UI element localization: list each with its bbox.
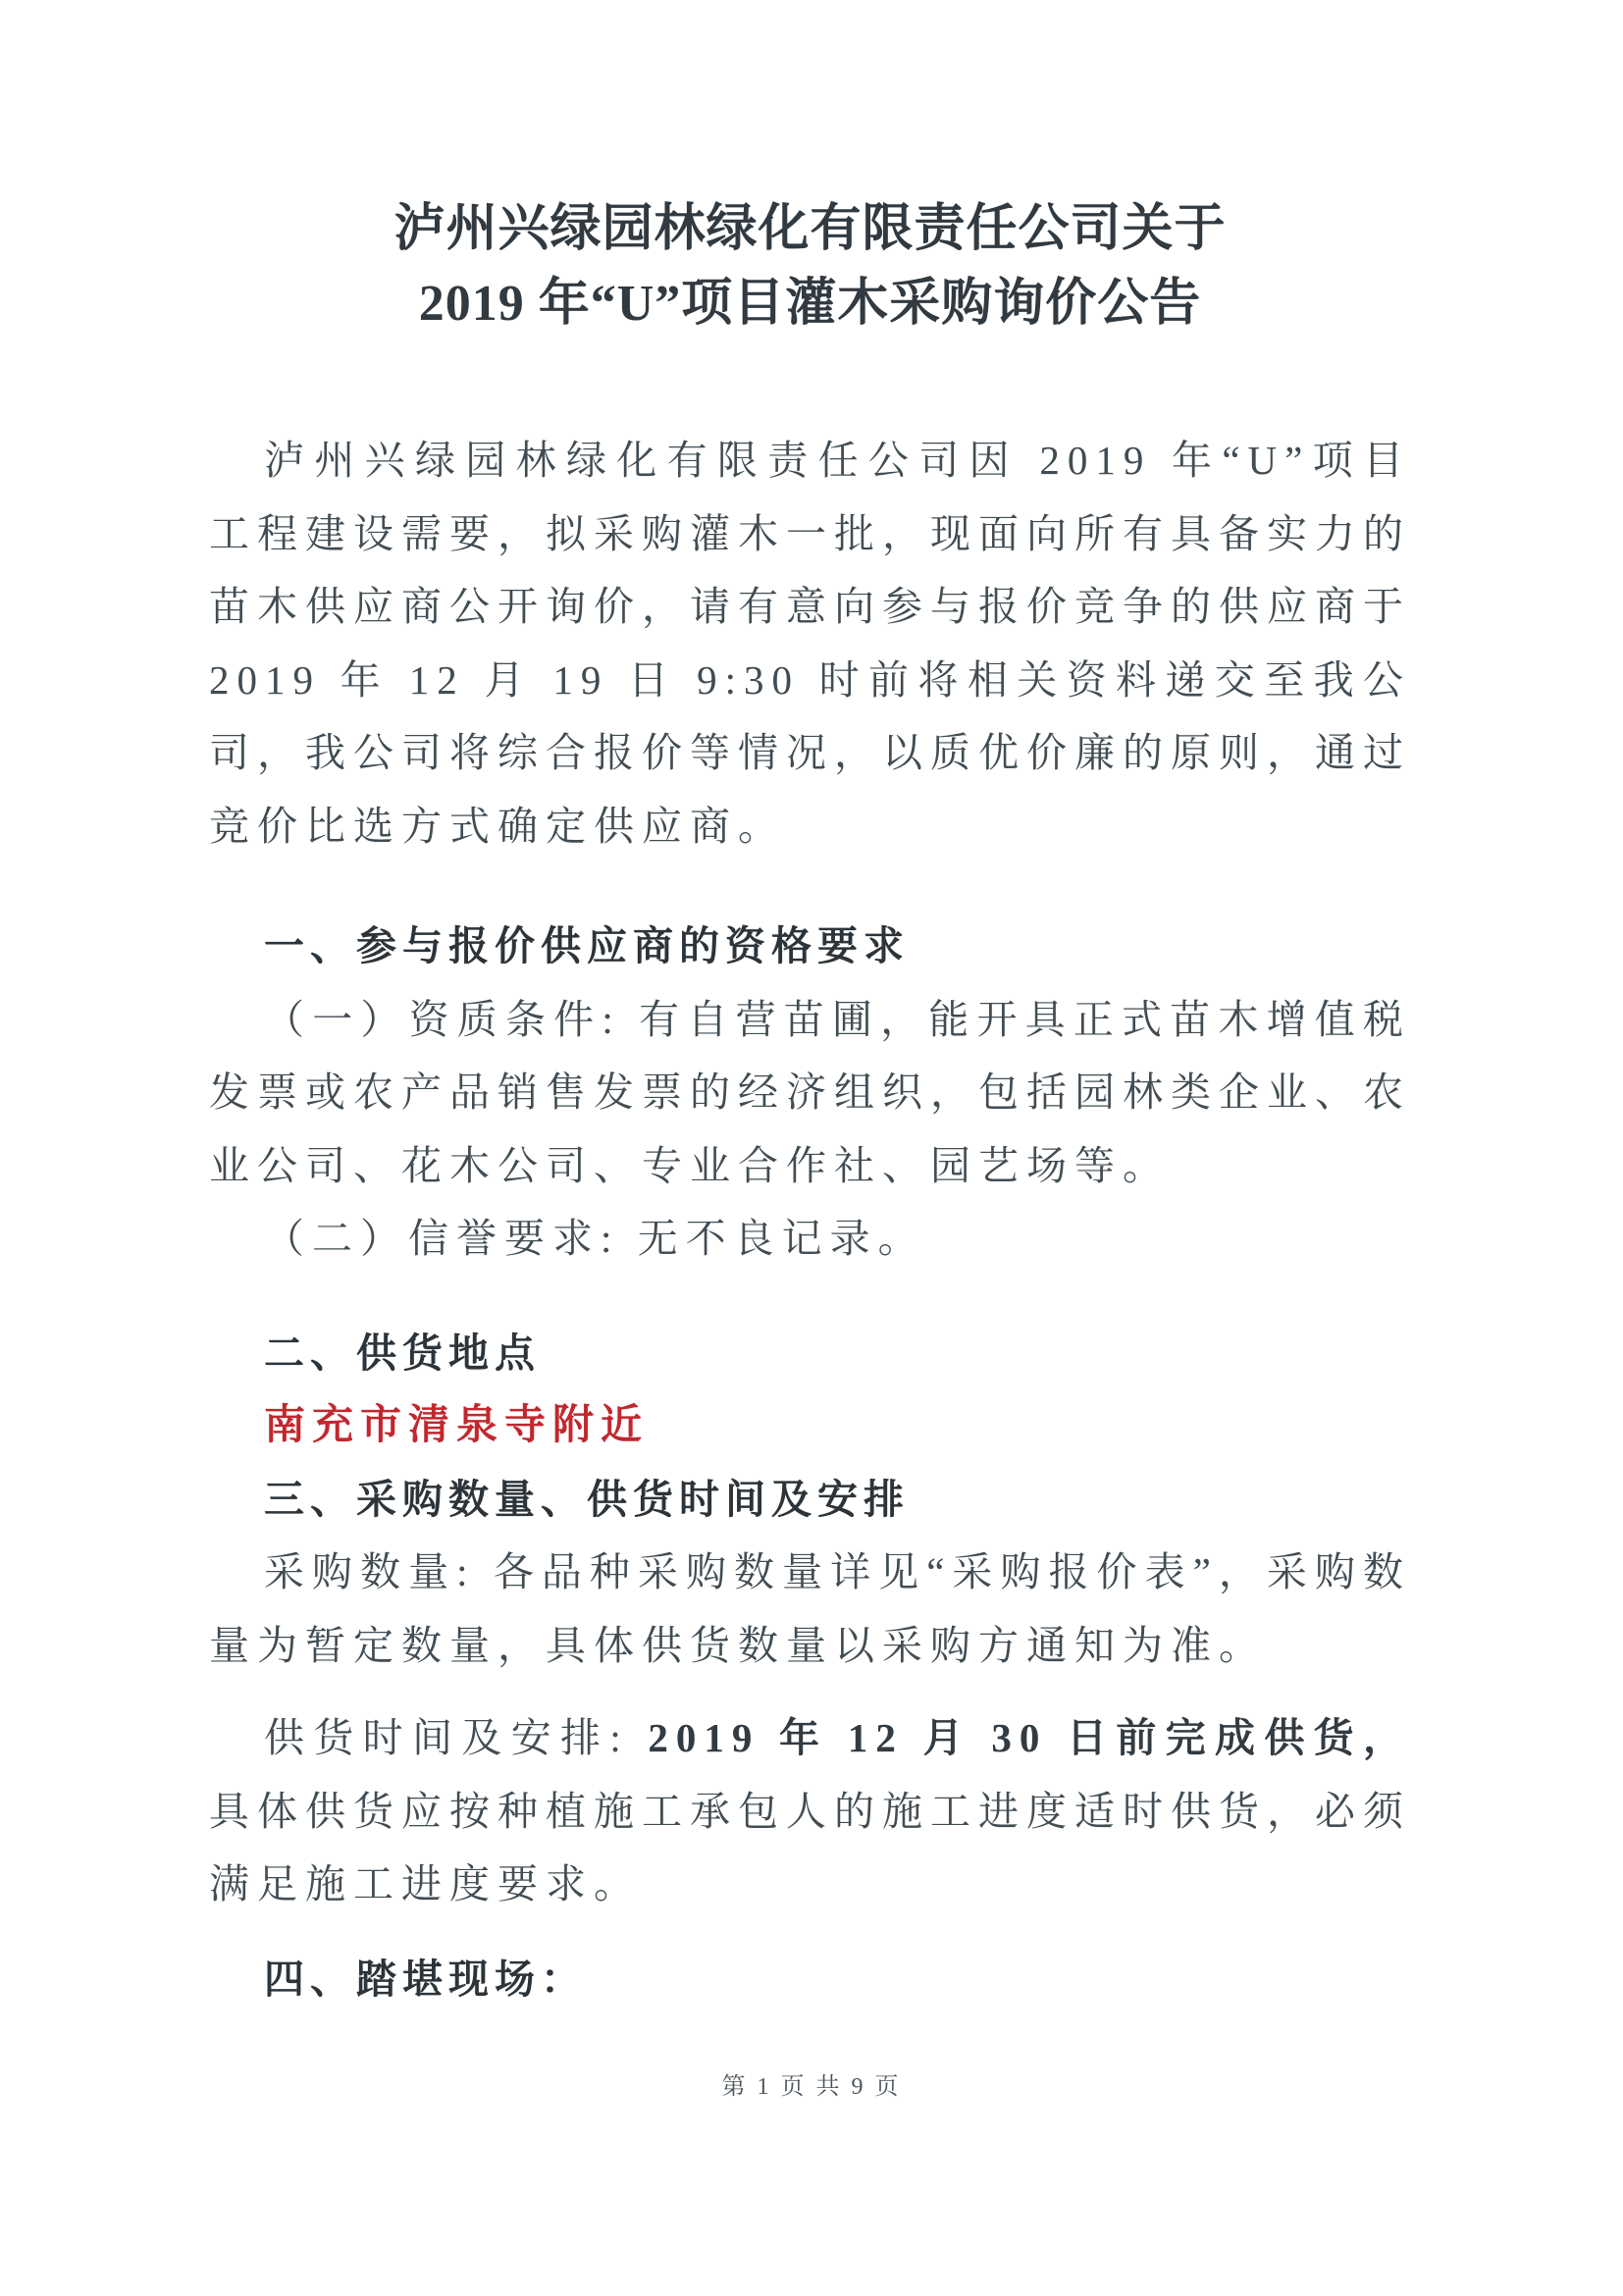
document-title-line2: 2019 年“U”项目灌木采购询价公告 (418, 276, 1202, 332)
page-footer: 第 1 页 共 9 页 (721, 2074, 902, 2100)
supply-time-rest: 具体供货应按种植施工承包人的施工进度适时供货，必须满足施工进度要求。 (209, 1788, 1411, 1906)
intro-paragraph: 泸州兴绿园林绿化有限责任公司因 2019 年“U”项目工程建设需要，拟采购灌木一批，现面向所有具备实力的苗木供应商公开询价，请有意向参与报价竞争的供应商于 2019 年 12 月 19 日 9:30 时前将相关资料递交至我公司，我公司将综合报价等情况，以质优价廉的原则，通过竞价比选方式确定供应商。 (209, 438, 1411, 849)
supply-time-label: 供货时间及安排: (264, 1715, 649, 1760)
document-content (209, 0, 1411, 2015)
document-title-line1: 泸州兴绿园林绿化有限责任公司关于 (393, 201, 1227, 257)
delivery-location-text: 南充市清泉寺附近 (264, 1403, 650, 1448)
section-4-heading: 四、踏堪现场： (264, 1956, 587, 2002)
section-3-heading: 三、采购数量、供货时间及安排 (264, 1476, 910, 1522)
purchase-quantity-paragraph: 采购数量: 各品种采购数量详见“采购报价表”，采购数量为暂定数量，具体供货数量以采购方通知为准。 (209, 1549, 1411, 1668)
section-2-heading: 二、供货地点 (264, 1330, 541, 1376)
credit-requirement-paragraph: （二）信誉要求: 无不良记录。 (264, 1216, 926, 1261)
qualification-conditions-paragraph: （一）资质条件: 有自营苗圃，能开具正式苗木增值税发票或农产品销售发票的经济组织，包括园林类企业、农业公司、花木公司、专业合作社、园艺场等。 (209, 996, 1411, 1188)
document-title (209, 0, 1411, 341)
supply-deadline-bold: 2019 年 12 月 30 日前完成供货， (648, 1715, 1412, 1760)
supply-time-paragraph (209, 1701, 1411, 1921)
section-1-heading: 一、参与报价供应商的资格要求 (264, 923, 910, 968)
